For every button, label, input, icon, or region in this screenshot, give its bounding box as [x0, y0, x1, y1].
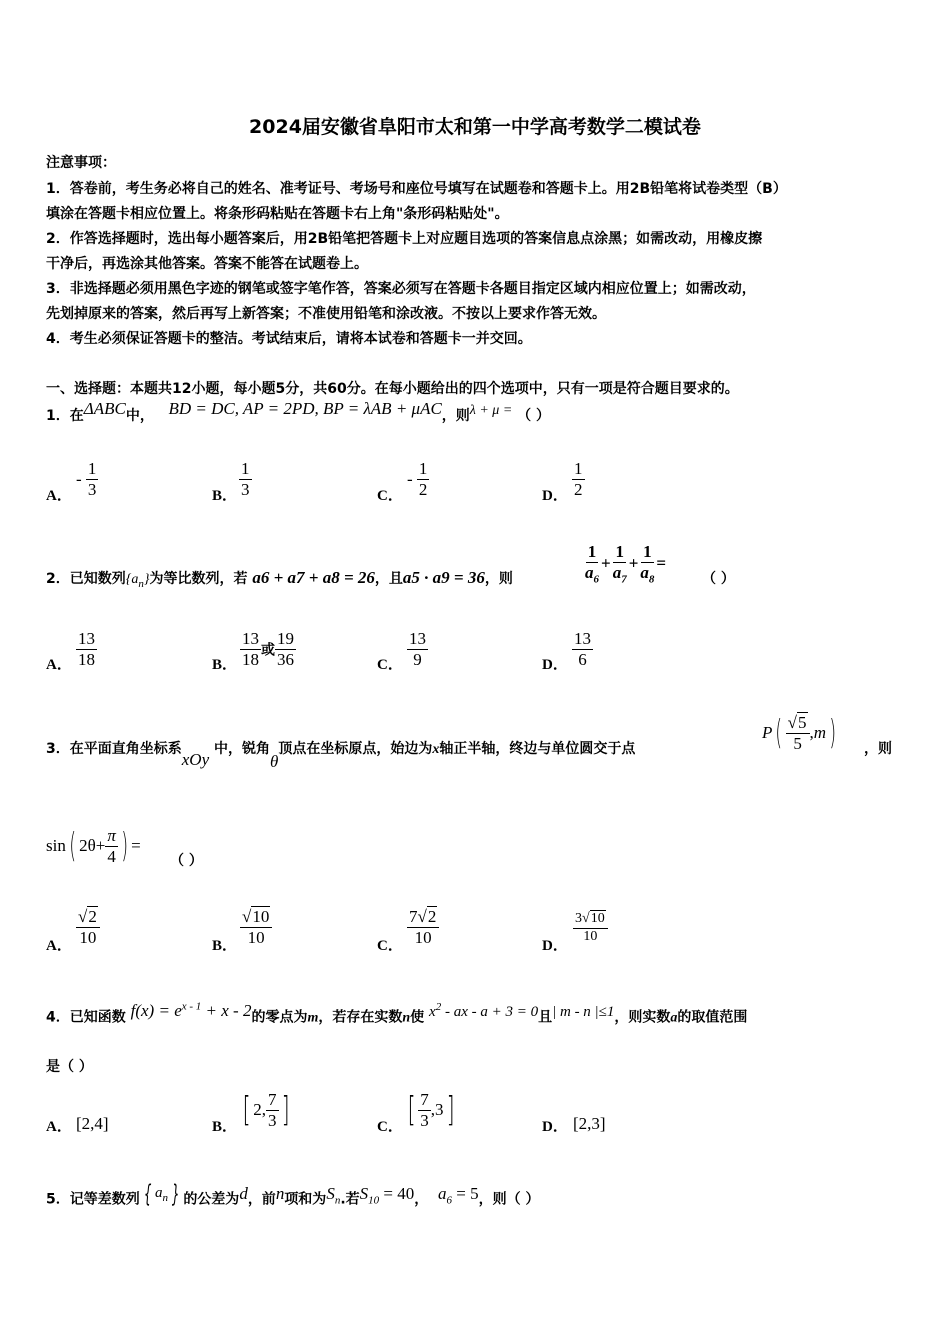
option-b-label[interactable]: B．	[212, 938, 238, 954]
question-2-stem: 2．已知数列$\{a_n\}$为等比数列，若 a6 + a7 + a8 = 26，且a5 · a9 = 36，则	[46, 568, 513, 590]
option-a-value[interactable]: - $\frac{1}{3}$	[76, 459, 97, 499]
notice-line: 先划掉原来的答案，然后再写上新答案；不准使用铅笔和涂改液。不按以上要求作答无效。	[46, 306, 606, 322]
option-d-label[interactable]: D．	[542, 1119, 568, 1135]
q2-target-expression: $\frac{1}{a_6}$ + $\frac{1}{a_7}$ + $\frac{1}{a_8}$ =	[585, 542, 667, 586]
option-b-value[interactable]: $\frac{√10}{10}$	[240, 908, 272, 947]
q2-bracket: （ ）	[702, 571, 735, 587]
option-d-label[interactable]: D．	[542, 938, 568, 954]
option-a-label[interactable]: A．	[46, 657, 72, 673]
option-d-value[interactable]: [2,3]	[573, 1114, 606, 1133]
option-a-value[interactable]: [2,4]	[76, 1114, 109, 1133]
q3-then: ，则	[864, 741, 892, 757]
option-c-label[interactable]: C．	[377, 488, 403, 504]
q3-point-p: P( $\frac{√5}{5}$ ,m)	[762, 712, 836, 753]
option-a-label[interactable]: A．	[46, 488, 72, 504]
option-b-label[interactable]: B．	[212, 657, 238, 673]
option-d-label[interactable]: D．	[542, 657, 568, 673]
q3-target-expression: sin( 2θ+ $\frac{\pi}{4}$ ) =	[46, 825, 141, 866]
notice-line: 4．考生必须保证答题卡的整洁。考试结束后，请将本试卷和答题卡一并交回。	[46, 331, 532, 347]
option-a-value[interactable]: $\frac{13}{18}$	[78, 629, 95, 669]
option-b-value[interactable]: $\frac{13}{18}$ 或 $\frac{19}{36}$	[242, 629, 294, 669]
option-b-label[interactable]: B．	[212, 1119, 238, 1135]
notice-heading: 注意事项：	[46, 155, 116, 171]
option-d-value[interactable]: $\frac{1}{2}$	[574, 459, 583, 499]
option-a-value[interactable]: $\frac{√2}{10}$	[76, 908, 100, 947]
q3-bracket: （ ）	[170, 853, 203, 869]
option-c-value[interactable]: $\frac{7√2}{10}$	[407, 908, 439, 947]
question-5-stem: 5．记等差数列 { $a_n$ } 的公差为d，前n项和为$S_n$.若$S_{10} = 40$， $a_6 = 5$，则（ ）	[46, 1180, 540, 1208]
option-c-value[interactable]: $\frac{13}{9}$	[409, 629, 426, 669]
option-b-value[interactable]: [ 2, $\frac{7}{3}$ ]	[242, 1089, 290, 1130]
option-c-label[interactable]: C．	[377, 657, 403, 673]
option-a-label[interactable]: A．	[46, 1119, 72, 1135]
question-4-stem-cont: 是（ ）	[46, 1059, 93, 1075]
question-3-stem: 3．在平面直角坐标系xOy 中，锐角θ顶点在坐标原点，始边为x轴正半轴，终边与单位圆交于点	[46, 741, 636, 771]
page-title: 2024届安徽省阜阳市太和第一中学高考数学二模试卷	[249, 116, 701, 138]
notice-line: 2．作答选择题时，选出每小题答案后，用2B铅笔把答题卡上对应题目选项的答案信息点涂黑；如需改动，用橡皮擦	[46, 231, 763, 247]
notice-line: 干净后，再选涂其他答案。答案不能答在试题卷上。	[46, 256, 368, 272]
option-c-label[interactable]: C．	[377, 938, 403, 954]
option-d-value[interactable]: $\frac{3√10}{10}$	[573, 912, 608, 944]
section-heading: 一、选择题：本题共12小题，每小题5分，共60分。在每小题给出的四个选项中，只有一项是符合题目要求的。	[46, 381, 739, 397]
option-b-value[interactable]: $\frac{1}{3}$	[241, 459, 250, 499]
option-c-label[interactable]: C．	[377, 1119, 403, 1135]
option-d-value[interactable]: $\frac{13}{6}$	[574, 629, 591, 669]
option-c-value[interactable]: [ $\frac{7}{3}$ ,3]	[407, 1089, 455, 1130]
option-d-label[interactable]: D．	[542, 488, 568, 504]
notice-line: 3．非选择题必须用黑色字迹的钢笔或签字笔作答，答案必须写在答题卡各题目指定区域内相应位置上；如需改动，	[46, 281, 756, 297]
notice-line: 填涂在答题卡相应位置上。将条形码粘贴在答题卡右上角"条形码粘贴处"。	[46, 206, 509, 222]
option-b-label[interactable]: B．	[212, 488, 238, 504]
question-1-stem: 1．在ΔABC中， BD = DC, AP = 2PD, BP = λAB + μAC，则λ + μ = （ ）	[46, 399, 551, 424]
option-c-value[interactable]: - $\frac{1}{2}$	[407, 459, 428, 499]
question-4-stem: 4．已知函数 $f(x) = e^{x - 1} + x - 2$的零点为m，若存在实数n使 $x^2$ - ax - a + 3 = 0且| m - n |≤1，则实数a的取值范围	[46, 1000, 748, 1026]
option-a-label[interactable]: A．	[46, 938, 72, 954]
notice-line: 1．答卷前，考生务必将自己的姓名、准考证号、考场号和座位号填写在试题卷和答题卡上。用2B铅笔将试卷类型（B）	[46, 181, 787, 197]
